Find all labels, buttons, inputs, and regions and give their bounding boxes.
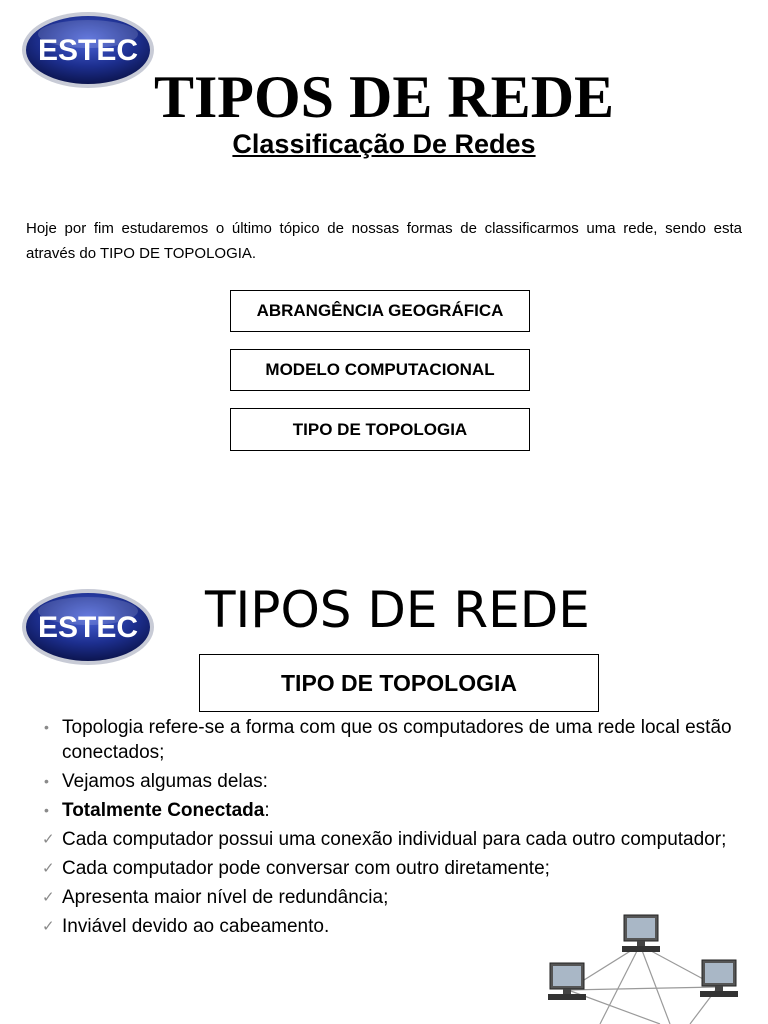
computer-icon [700, 960, 738, 997]
bullet-text: Vejamos algumas delas: [62, 771, 268, 792]
list-item [40, 856, 740, 881]
bullet-text: Apresenta maior nível de redundância; [62, 887, 389, 908]
bullet-text: Cada computador possui uma conexão individual para cada outro computador; [62, 829, 727, 850]
list-item [40, 769, 740, 794]
slide-2 [0, 575, 768, 1024]
classification-box-topology: TIPO DE TOPOLOGIA [230, 408, 530, 451]
list-item [40, 798, 740, 823]
slide-1-subtitle: Classificação De Redes [232, 129, 536, 159]
computer-icon [548, 963, 586, 1000]
fully-connected-network-diagram [540, 905, 760, 1024]
network-links [568, 945, 718, 1024]
bullet-bold-text: Totalmente Conectada [62, 800, 265, 821]
list-item [40, 715, 740, 765]
svg-text:ESTEC: ESTEC [37, 611, 139, 644]
slide-1-title: TIPOS DE REDE [153, 64, 615, 130]
bullet-marker: • [44, 773, 49, 789]
check-icon: ✓ [42, 831, 55, 848]
bullet-marker: • [44, 802, 49, 818]
slide-2-title: TIPOS DE REDE [205, 581, 590, 639]
bullet-marker: • [44, 719, 49, 735]
svg-text:ESTEC: ESTEC [37, 34, 139, 67]
estec-logo [20, 587, 156, 667]
computer-icon [622, 915, 660, 952]
check-icon: ✓ [42, 918, 55, 935]
check-icon: ✓ [42, 889, 55, 906]
classification-box-geographic: ABRANGÊNCIA GEOGRÁFICA [230, 290, 530, 332]
bullet-text: Topologia refere-se a forma com que os computadores de uma rede local estão conectados; [62, 717, 732, 763]
classification-box-computational: MODELO COMPUTACIONAL [230, 349, 530, 391]
list-item [40, 827, 740, 852]
bullet-text: : [264, 800, 270, 821]
bullet-text: Inviável devido ao cabeamento. [62, 916, 330, 937]
bullet-text: Cada computador pode conversar com outro diretamente; [62, 858, 550, 879]
check-icon: ✓ [42, 860, 55, 877]
intro-paragraph: Hoje por fim estudaremos o último tópico de nossas formas de classificarmos uma rede, sendo esta através do TIPO DE TOPOLOGIA. [26, 220, 742, 262]
topology-box: TIPO DE TOPOLOGIA [199, 654, 599, 712]
